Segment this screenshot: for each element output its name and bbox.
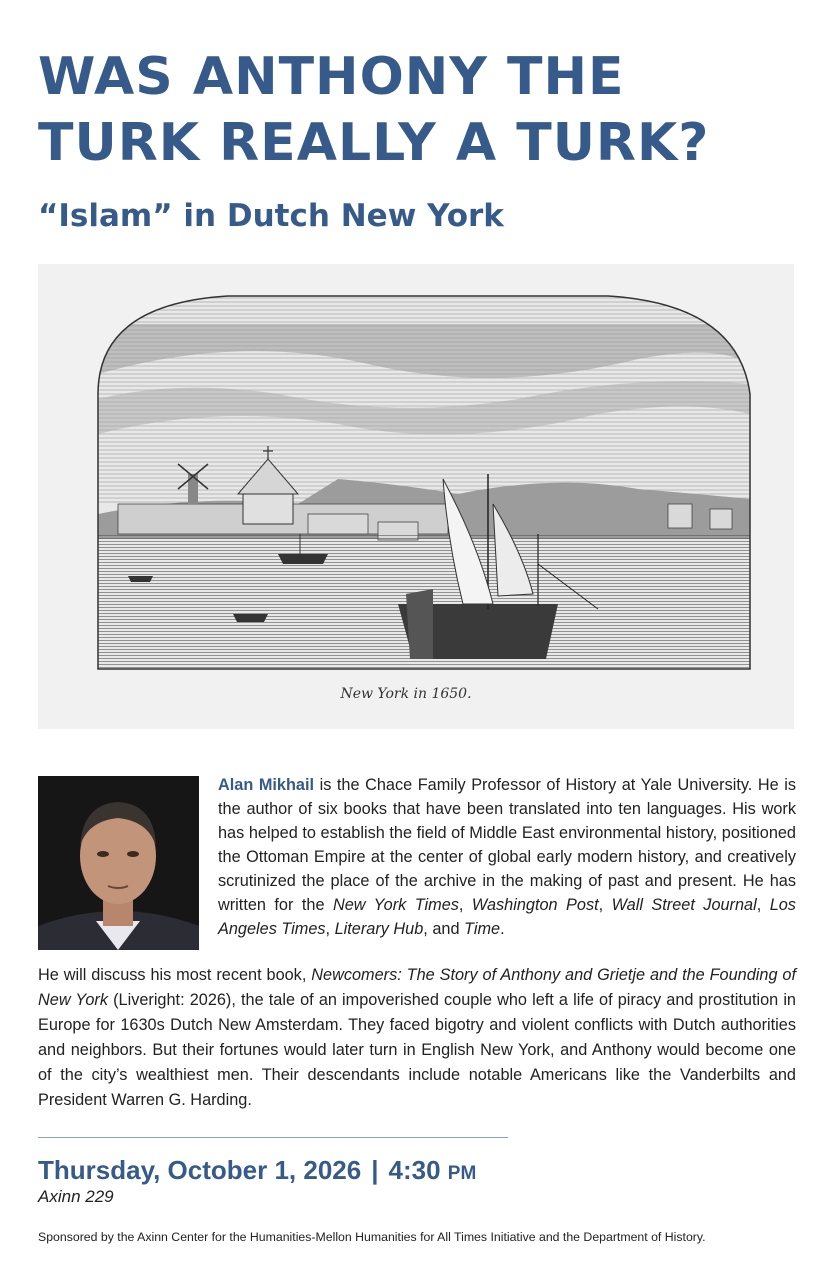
speaker-name: Alan Mikhail — [218, 776, 315, 794]
separator: , and — [423, 920, 465, 938]
title-line-2: TURK REALLY A TURK? — [38, 113, 710, 173]
engraving-caption: New York in 1650. — [340, 686, 472, 702]
datetime-separator: | — [371, 1155, 379, 1185]
book-description — [38, 963, 796, 1113]
title-line-1: WAS ANTHONY THE — [38, 47, 625, 107]
event-time: 4:30 — [388, 1155, 441, 1185]
sponsor-line: Sponsored by the Axinn Center for the Humanities-Mellon Humanities for All Times Initiative and the Department of History. — [38, 1230, 706, 1244]
book-intro: He will discuss his most recent book, — [38, 966, 312, 984]
event-date: Thursday, October 1, 2026 — [38, 1155, 362, 1185]
event-title — [38, 44, 818, 176]
publication-nyt: New York Times — [332, 896, 459, 914]
publication-wsj: Wall Street Journal — [611, 896, 757, 914]
separator: , — [325, 920, 335, 938]
bio-text: is the Chace Family Professor of History at Yale University. He is the author of six books that have been translated into ten languages. His work has helped to establish the field of Middle East environmental history, positioned the Ottoman Empire at the center of global early modern history, and creatively scrutinized the place of the archive in the making of past and present. He has written for the — [218, 776, 796, 914]
period: . — [500, 920, 505, 938]
separator: , — [458, 896, 472, 914]
speaker-photo — [38, 776, 199, 950]
book-summary: (Liveright: 2026), the tale of an impoverished couple who left a life of piracy and prostitution in Europe for 1630s Dutch New Amsterdam. They faced bigotry and violent conflicts with Dutch authorities and neighbors. But their fortunes would later turn in English New York, and Anthony would become one of the city’s wealthiest men. Their descendants include notable Americans like the Vanderbilts and President Warren G. Harding. — [38, 991, 796, 1109]
separator: , — [756, 896, 770, 914]
divider — [38, 1137, 508, 1138]
publication-lat: Los Angeles Times — [218, 896, 796, 938]
event-location: Axinn 229 — [38, 1187, 114, 1206]
publication-time: Time — [464, 920, 501, 938]
publication-wapo: Washington Post — [471, 896, 599, 914]
engraving-scene — [38, 264, 794, 729]
speaker-bio — [218, 773, 796, 941]
event-subtitle: “Islam” in Dutch New York — [38, 198, 504, 234]
event-ampm: PM — [447, 1163, 477, 1184]
new-york-1650-engraving — [38, 264, 794, 729]
book-title: Newcomers: The Story of Anthony and Grietje and the Founding of New York — [38, 966, 796, 1009]
separator: , — [598, 896, 612, 914]
publication-lithub: Literary Hub — [334, 920, 424, 938]
